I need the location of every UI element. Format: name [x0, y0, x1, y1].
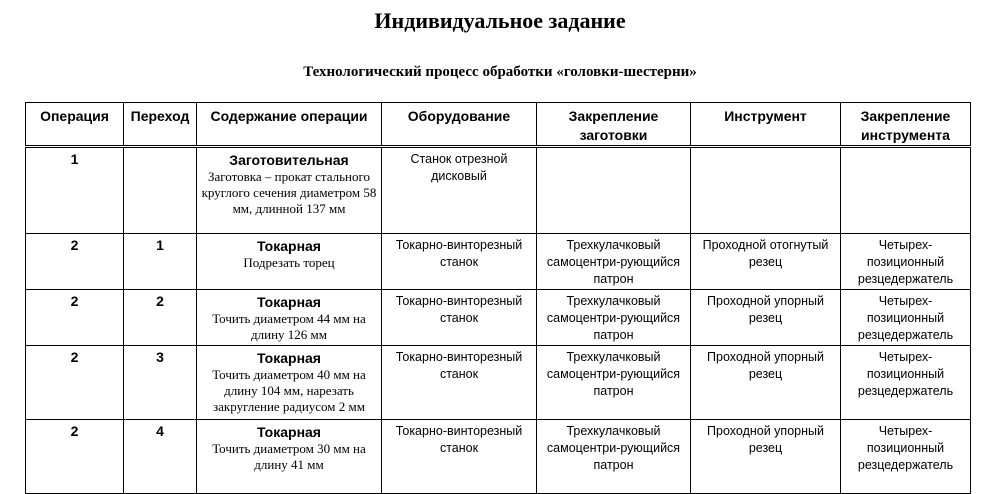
cell-equipment: Станок отрезной дисковый: [382, 147, 537, 234]
header-workholding: Закрепление заготовки: [537, 103, 691, 147]
cell-tool: Проходной отогнутый резец: [691, 234, 841, 290]
cell-workholding: Трехкулачковый самоцентри-рующийся патрон: [537, 420, 691, 494]
cell-operation: 1: [26, 147, 124, 234]
header-content: Содержание операции: [197, 103, 382, 147]
table-row: [26, 420, 971, 494]
cell-transition: 3: [124, 346, 197, 420]
operation-description: Заготовка – прокат стального круглого сечения диаметром 58 мм, длинной 137 мм: [201, 169, 377, 216]
cell-content: [197, 420, 382, 494]
operation-name: Токарная: [257, 424, 321, 440]
table-row: [26, 290, 971, 346]
cell-content: [197, 290, 382, 346]
header-tool: Инструмент: [691, 103, 841, 147]
cell-equipment: Токарно-винторезный станок: [382, 234, 537, 290]
operation-name: Токарная: [257, 294, 321, 310]
cell-equipment: Токарно-винторезный станок: [382, 420, 537, 494]
page-title: Индивидуальное задание: [374, 8, 626, 33]
process-table: [25, 102, 971, 494]
operation-description: Точить диаметром 30 мм на длину 41 мм: [212, 441, 366, 472]
operation-description: Точить диаметром 44 мм на длину 126 мм: [212, 311, 366, 342]
table-row: [26, 147, 971, 234]
header-transition: Переход: [124, 103, 197, 147]
cell-equipment: Токарно-винторезный станок: [382, 290, 537, 346]
operation-name: Заготовительная: [229, 152, 349, 168]
cell-tool: Проходной упорный резец: [691, 290, 841, 346]
cell-toolholding: Четырех-позиционный резцедержатель: [841, 234, 971, 290]
table-row: [26, 346, 971, 420]
cell-transition: 4: [124, 420, 197, 494]
cell-content: [197, 346, 382, 420]
cell-operation: 2: [26, 290, 124, 346]
cell-toolholding: Четырех-позиционный резцедержатель: [841, 420, 971, 494]
table-header-row: [26, 103, 971, 147]
cell-transition: 2: [124, 290, 197, 346]
cell-operation: 2: [26, 420, 124, 494]
operation-name: Токарная: [257, 350, 321, 366]
cell-transition: 1: [124, 234, 197, 290]
cell-operation: 2: [26, 234, 124, 290]
operation-description: Точить диаметром 40 мм на длину 104 мм, нарезать закругление радиусом 2 мм: [212, 367, 366, 414]
cell-workholding: Трехкулачковый самоцентри-рующийся патрон: [537, 290, 691, 346]
cell-tool: [691, 147, 841, 234]
cell-toolholding: Четырех-позиционный резцедержатель: [841, 346, 971, 420]
cell-toolholding: Четырех-позиционный резцедержатель: [841, 290, 971, 346]
cell-workholding: [537, 147, 691, 234]
cell-transition: [124, 147, 197, 234]
cell-toolholding: [841, 147, 971, 234]
cell-content: [197, 234, 382, 290]
cell-tool: Проходной упорный резец: [691, 420, 841, 494]
header-operation: Операция: [26, 103, 124, 147]
cell-operation: 2: [26, 346, 124, 420]
cell-tool: Проходной упорный резец: [691, 346, 841, 420]
header-toolholding: Закрепление инструмента: [841, 103, 971, 147]
cell-workholding: Трехкулачковый самоцентри-рующийся патрон: [537, 346, 691, 420]
header-equipment: Оборудование: [382, 103, 537, 147]
operation-description: Подрезать торец: [243, 255, 335, 270]
table-row: [26, 234, 971, 290]
operation-name: Токарная: [257, 238, 321, 254]
cell-content: [197, 147, 382, 234]
cell-workholding: Трехкулачковый самоцентри-рующийся патрон: [537, 234, 691, 290]
cell-equipment: Токарно-винторезный станок: [382, 346, 537, 420]
page-subtitle: Технологический процесс обработки «головки-шестерни»: [303, 64, 697, 80]
